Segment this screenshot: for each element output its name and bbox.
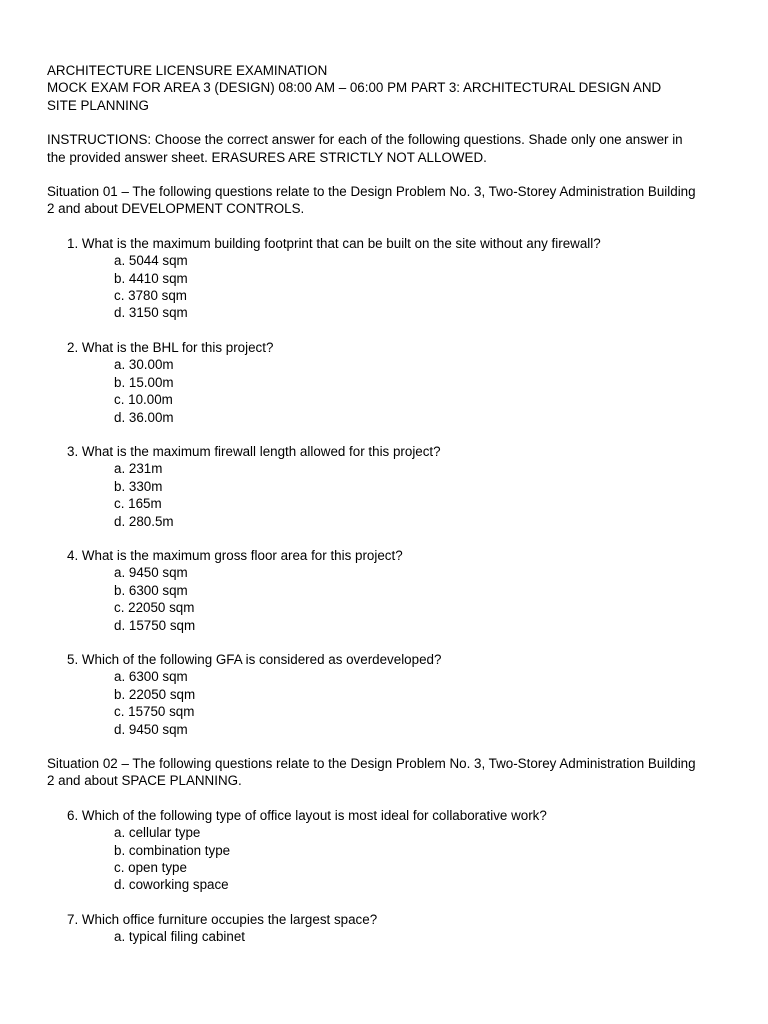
choice: a. 30.00m — [114, 357, 174, 373]
situation-heading-continued: 2 and about SPACE PLANNING. — [47, 773, 242, 789]
instructions-line: INSTRUCTIONS: Choose the correct answer for each of the following questions. Shade only one answer in — [47, 132, 683, 148]
choice: b. 330m — [114, 478, 163, 494]
choice: d. 280.5m — [114, 513, 174, 529]
choice: c. 10.00m — [114, 392, 173, 408]
choice: c. 3780 sqm — [114, 288, 187, 304]
choice: d. coworking space — [114, 877, 229, 893]
question-7 — [47, 911, 727, 946]
choice: a. 9450 sqm — [114, 565, 188, 581]
situation-heading: Situation 01 – The following questions relate to the Design Problem No. 3, Two-Storey Administration Building — [47, 184, 696, 200]
question-5 — [47, 651, 727, 738]
choice: c. 165m — [114, 496, 162, 512]
choice: d. 36.00m — [114, 409, 174, 425]
choice: c. 22050 sqm — [114, 600, 195, 616]
question-text: 1. What is the maximum building footprint that can be built on the site without any firewall? — [67, 235, 601, 251]
question-list — [47, 807, 727, 946]
choice-list — [47, 252, 727, 322]
exam-title: ARCHITECTURE LICENSURE EXAMINATION — [47, 63, 328, 78]
question-text: 2. What is the BHL for this project? — [67, 339, 274, 355]
choice: c. 15750 sqm — [114, 704, 195, 720]
instructions — [47, 131, 727, 166]
choice: a. 5044 sqm — [114, 253, 188, 269]
question-6 — [47, 807, 727, 894]
choice-list — [47, 564, 727, 634]
exam-document — [47, 62, 727, 946]
choice-list — [47, 460, 727, 530]
question-1 — [47, 235, 727, 322]
choice: b. 15.00m — [114, 374, 174, 390]
choice: b. combination type — [114, 842, 231, 858]
document-header — [47, 62, 727, 114]
question-text: 6. Which of the following type of office layout is most ideal for collaborative work? — [67, 807, 547, 823]
situation-01 — [47, 183, 727, 738]
choice: a. 231m — [114, 461, 163, 477]
situation-02 — [47, 755, 727, 946]
choice-list — [47, 824, 727, 894]
question-text: 7. Which office furniture occupies the largest space? — [67, 911, 378, 927]
choice: a. cellular type — [114, 825, 201, 841]
question-3 — [47, 443, 727, 530]
exam-subtitle-continued: SITE PLANNING — [47, 97, 149, 113]
instructions-line: the provided answer sheet. ERASURES ARE STRICTLY NOT ALLOWED. — [47, 149, 487, 165]
choice: d. 9450 sqm — [114, 721, 188, 737]
question-text: 5. Which of the following GFA is considered as overdeveloped? — [67, 651, 442, 667]
choice-list — [47, 356, 727, 426]
choice: c. open type — [114, 860, 187, 876]
choice: b. 22050 sqm — [114, 686, 196, 702]
choice-list — [47, 928, 727, 945]
question-list — [47, 235, 727, 738]
choice: d. 15750 sqm — [114, 617, 196, 633]
question-2 — [47, 339, 727, 426]
question-4 — [47, 547, 727, 634]
choice: d. 3150 sqm — [114, 305, 188, 321]
question-text: 4. What is the maximum gross floor area for this project? — [67, 547, 403, 563]
situation-heading: Situation 02 – The following questions relate to the Design Problem No. 3, Two-Storey Administration Building — [47, 756, 696, 771]
choice: b. 4410 sqm — [114, 270, 188, 286]
choice: b. 6300 sqm — [114, 582, 188, 598]
choice: a. 6300 sqm — [114, 669, 188, 685]
exam-subtitle: MOCK EXAM FOR AREA 3 (DESIGN) 08:00 AM – 06:00 PM PART 3: ARCHITECTURAL DESIGN AND — [47, 80, 662, 96]
choice-list — [47, 668, 727, 738]
question-text: 3. What is the maximum firewall length allowed for this project? — [67, 443, 441, 459]
situation-heading-continued: 2 and about DEVELOPMENT CONTROLS. — [47, 201, 305, 217]
choice: a. typical filing cabinet — [114, 929, 246, 945]
